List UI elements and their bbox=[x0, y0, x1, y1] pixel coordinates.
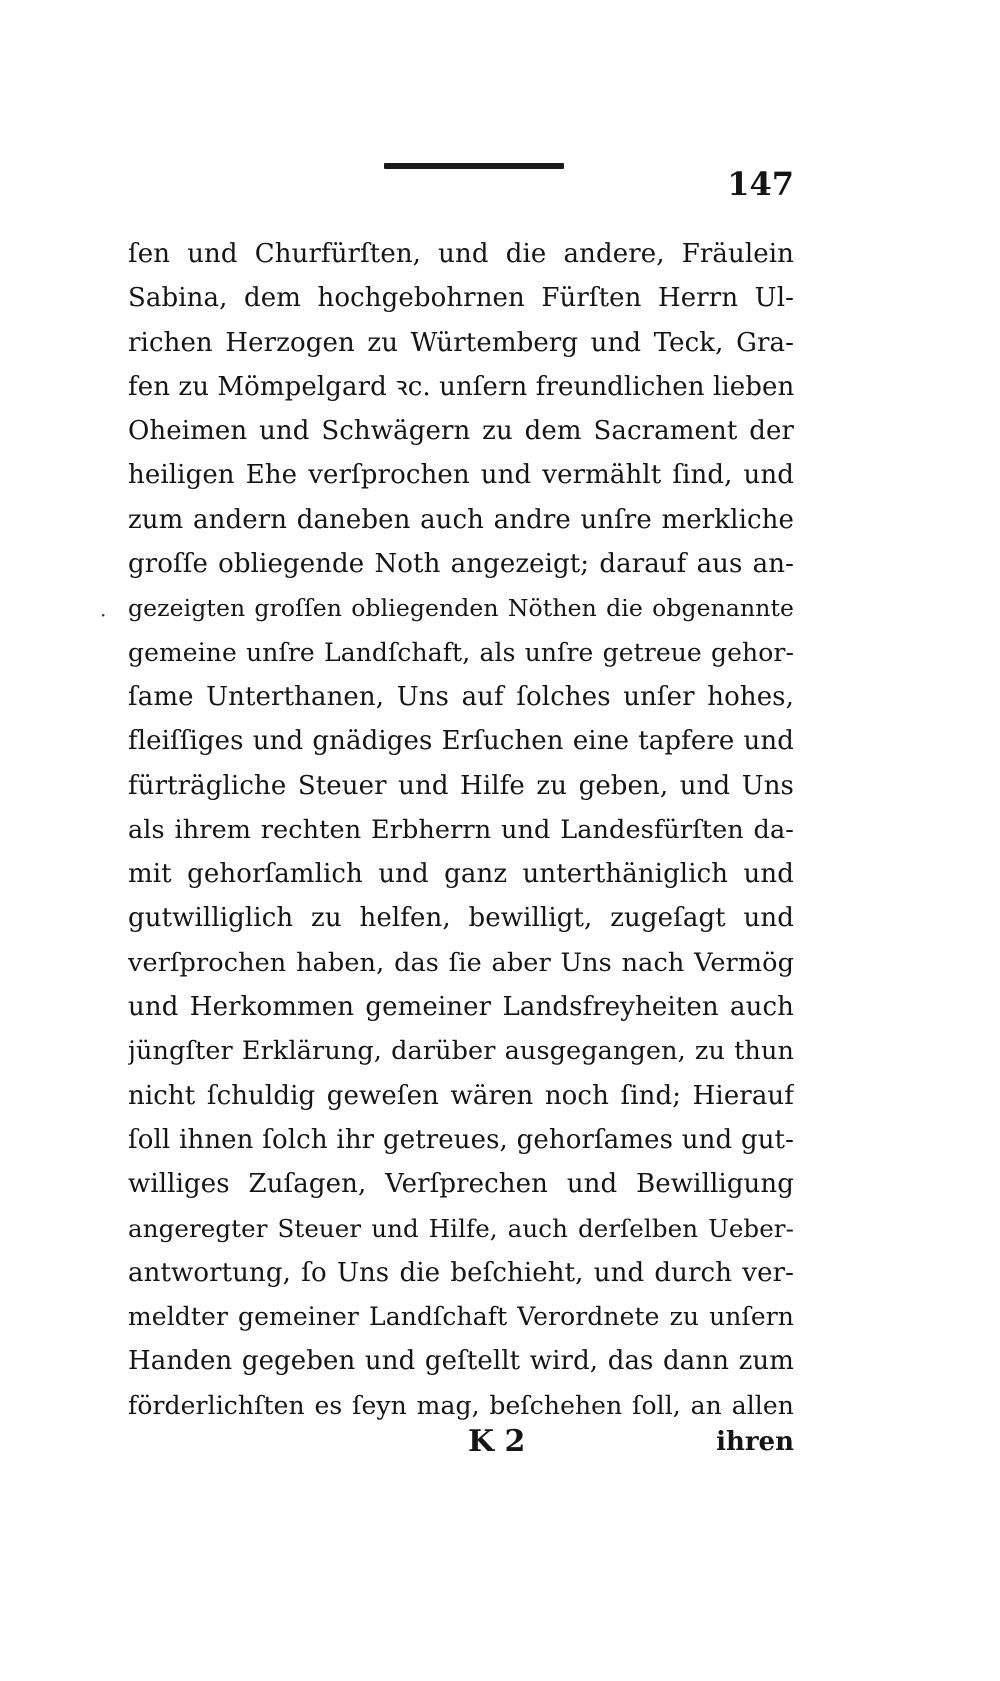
text-line: fleiſſiges und gnädiges Erſuchen eine tapfere und bbox=[128, 726, 794, 757]
page-number: 147 bbox=[727, 165, 794, 203]
text-line: förderlichſten es ſeyn mag, beſchehen ſoll, an allen bbox=[128, 1390, 794, 1420]
text-line: mit gehorſamlich und ganz unterthäniglich und bbox=[128, 859, 794, 890]
text-line: nicht ſchuldig geweſen wären noch ſind; Hierauf bbox=[128, 1080, 794, 1111]
text-line: zum andern daneben auch andre unſre merkliche bbox=[128, 504, 794, 535]
text-line: ſame Unterthanen, Uns auf ſolches unſer hohes, bbox=[128, 681, 794, 712]
text-line: und Herkommen gemeiner Landsfreyheiten auch bbox=[128, 992, 794, 1023]
page-footer bbox=[128, 1420, 794, 1464]
text-line: Handen gegeben und geſtellt wird, das dann zum bbox=[128, 1346, 794, 1377]
text-line: gemeine unſre Landſchaft, als unſre getreue gehor- bbox=[128, 637, 794, 667]
text-line: fürträgliche Steuer und Hilfe zu geben, und Uns bbox=[128, 770, 794, 801]
text-line: meldter gemeiner Landſchaft Verordnete zu unſern bbox=[128, 1302, 794, 1332]
text-line: ſoll ihnen ſolch ihr getreues, gehorſames und gut- bbox=[128, 1124, 794, 1155]
signature-mark: K 2 bbox=[468, 1424, 526, 1459]
text-line: fen zu Mömpelgard ꝛc. unſern freundlichen lieben bbox=[128, 371, 794, 402]
text-line: heiligen Ehe verſprochen und vermählt ſind, und bbox=[128, 460, 794, 491]
text-line: verſprochen haben, das ſie aber Uns nach Vermög bbox=[128, 947, 794, 978]
body-text bbox=[128, 232, 794, 1428]
text-line: groſſe obliegende Noth angezeigt; darauf aus an- bbox=[128, 549, 794, 580]
text-line: Oheimen und Schwägern zu dem Sacrament der bbox=[128, 416, 794, 447]
text-line: Sabina, dem hochgebohrnen Fürſten Herrn Ul- bbox=[128, 283, 794, 314]
text-line: williges Zuſagen, Verſprechen und Bewilligung bbox=[128, 1169, 794, 1200]
text-line: ſen und Churfürſten, und die andere, Fräulein bbox=[128, 239, 794, 269]
text-line: gezeigten groſſen obliegenden Nöthen die obgenannte bbox=[128, 594, 794, 623]
margin-mark: · bbox=[100, 603, 107, 627]
text-line: als ihrem rechten Erbherrn und Landesfürſten da- bbox=[128, 814, 794, 845]
text-line: gutwilliglich zu helfen, bewilligt, zugeſagt und bbox=[128, 903, 794, 934]
header-rule bbox=[384, 163, 564, 169]
text-line: antwortung, ſo Uns die beſchieht, und durch ver- bbox=[128, 1257, 794, 1288]
text-line: angeregter Steuer und Hilfe, auch derſelben Ueber- bbox=[128, 1213, 794, 1243]
text-line: jüngſter Erklärung, darüber ausgegangen, zu thun bbox=[128, 1036, 794, 1067]
catchword: ihren bbox=[716, 1427, 794, 1457]
text-line: richen Herzogen zu Würtemberg und Teck, Gra- bbox=[128, 327, 794, 358]
